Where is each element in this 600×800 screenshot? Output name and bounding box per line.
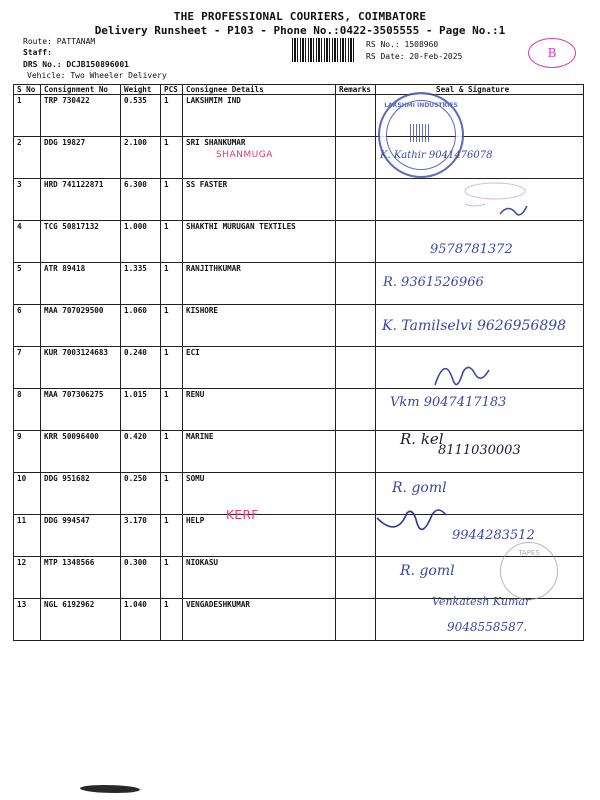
cell-sno: 6 (14, 305, 41, 347)
col-header-sno: S No (14, 85, 41, 95)
cell-weight: 1.040 (121, 599, 161, 641)
handwritten-signature: Vkm 9047417183 (390, 395, 507, 410)
cell-remarks (336, 599, 376, 641)
cell-sno: 1 (14, 95, 41, 137)
route-label: Route: PATTANAM (23, 37, 96, 46)
table-row (14, 95, 584, 137)
cell-weight: 0.420 (121, 431, 161, 473)
cell-pcs: 1 (161, 305, 183, 347)
cell-consignment: MTP 1348566 (41, 557, 121, 599)
runsheet-title: Delivery Runsheet - P103 - Phone No.:0422-3505555 - Page No.:1 (94, 24, 506, 37)
cell-remarks (336, 431, 376, 473)
cell-pcs: 1 (161, 473, 183, 515)
cell-consignee: RANJITHKUMAR (183, 263, 336, 305)
cell-consignment: MAA 707029500 (41, 305, 121, 347)
handwritten-signature: R. 9361526966 (383, 275, 484, 290)
cell-sno: 8 (14, 389, 41, 431)
cell-pcs: 1 (161, 599, 183, 641)
handwritten-signature: 9578781372 (430, 242, 513, 257)
staff-label: Staff: (23, 48, 52, 57)
signature-scribble (372, 508, 452, 546)
cell-remarks (336, 137, 376, 179)
cell-consignment: NGL 6192962 (41, 599, 121, 641)
table-row (14, 599, 584, 641)
cell-weight: 3.170 (121, 515, 161, 557)
rs-number: RS No.: 1508960 (366, 40, 439, 49)
cell-weight: 0.250 (121, 473, 161, 515)
cell-consignee: VENGADESHKUMAR (183, 599, 336, 641)
col-header-remarks: Remarks (336, 85, 376, 95)
cell-pcs: 1 (161, 179, 183, 221)
table-row (14, 515, 584, 557)
drs-number: DRS No.: DCJB150896001 (23, 60, 129, 69)
col-header-weight: Weight (121, 85, 161, 95)
handwritten-signature: K. Kathir 9041476078 (380, 150, 493, 161)
handwritten-signature: K. Tamilselvi 9626956898 (382, 318, 567, 334)
cell-signature (376, 599, 584, 641)
cell-consignment: DDG 994547 (41, 515, 121, 557)
cell-sno: 11 (14, 515, 41, 557)
cell-sno: 7 (14, 347, 41, 389)
cell-sno: 3 (14, 179, 41, 221)
cell-weight: 1.015 (121, 389, 161, 431)
cell-sno: 5 (14, 263, 41, 305)
cell-consignee: RENU (183, 389, 336, 431)
cell-consignment: MAA 707306275 (41, 389, 121, 431)
cell-remarks (336, 347, 376, 389)
vehicle-label: Vehicle: Two Wheeler Delivery (27, 71, 167, 80)
cell-remarks (336, 179, 376, 221)
handwritten-signature: R. goml (392, 480, 447, 496)
cell-pcs: 1 (161, 557, 183, 599)
cell-pcs: 1 (161, 137, 183, 179)
cell-consignee: NIOKASU (183, 557, 336, 599)
cell-consignee: SRI SHANKUMAR (183, 137, 336, 179)
seal-text: LAKSHMI INDUSTRIES (384, 102, 458, 109)
cell-remarks (336, 557, 376, 599)
col-header-pcs: PCS (161, 85, 183, 95)
cell-consignee: SHAKTHI MURUGAN TEXTILES (183, 221, 336, 263)
cell-weight: 0.535 (121, 95, 161, 137)
company-seal-stamp (378, 92, 464, 178)
table-header-row (14, 85, 584, 95)
col-header-consignee: Consignee Details (183, 85, 336, 95)
cell-consignee: ECI (183, 347, 336, 389)
handwritten-number: 9944283512 (452, 528, 535, 543)
rs-date: RS Date: 20-Feb-2025 (366, 52, 463, 61)
cell-remarks (336, 473, 376, 515)
cell-sno: 10 (14, 473, 41, 515)
cell-consignment: DDG 19827 (41, 137, 121, 179)
cell-consignee: KISHORE (183, 305, 336, 347)
handwritten-number: 9048558587. (447, 620, 528, 634)
cell-pcs: 1 (161, 263, 183, 305)
cell-weight: 2.100 (121, 137, 161, 179)
signature-scribble (430, 355, 500, 395)
cell-weight: 1.000 (121, 221, 161, 263)
seal-text: TAPES (518, 549, 540, 557)
cell-sno: 4 (14, 221, 41, 263)
col-header-signature: Seal & Signature (376, 85, 584, 95)
cell-remarks (336, 389, 376, 431)
cell-remarks (336, 221, 376, 263)
cell-consignment: DDG 951682 (41, 473, 121, 515)
cell-consignee: SS FASTER (183, 179, 336, 221)
cell-weight: 6.300 (121, 179, 161, 221)
cell-pcs: 1 (161, 347, 183, 389)
cell-sno: 13 (14, 599, 41, 641)
cell-sno: 12 (14, 557, 41, 599)
page-badge: B (528, 38, 576, 68)
table-row (14, 557, 584, 599)
cell-consignee: SOMU (183, 473, 336, 515)
cell-weight: 1.335 (121, 263, 161, 305)
table-row (14, 263, 584, 305)
cell-remarks (336, 305, 376, 347)
cell-sno: 9 (14, 431, 41, 473)
cell-pcs: 1 (161, 515, 183, 557)
cell-signature (376, 431, 584, 473)
cell-sno: 2 (14, 137, 41, 179)
table-row (14, 431, 584, 473)
ink-smudge (80, 785, 140, 793)
handwritten-note: SHANMUGA (216, 150, 273, 160)
cell-pcs: 1 (161, 431, 183, 473)
cell-consignment: TRP 730422 (41, 95, 121, 137)
cell-consignment: ATR 89418 (41, 263, 121, 305)
handwritten-note: KERF (226, 508, 259, 522)
cell-signature (376, 221, 584, 263)
handwritten-signature: R. kel (400, 430, 444, 448)
cell-consignee: LAKSHMIM IND (183, 95, 336, 137)
handwritten-signature: Venkatesh Kumar (432, 595, 531, 608)
table-row (14, 473, 584, 515)
barcode-image (292, 38, 354, 62)
cell-consignee: HELP (183, 515, 336, 557)
col-header-consignment: Consignment No (41, 85, 121, 95)
table-row (14, 137, 584, 179)
cell-remarks (336, 95, 376, 137)
handwritten-signature: R. goml (400, 563, 455, 579)
cell-weight: 0.240 (121, 347, 161, 389)
cell-remarks (336, 263, 376, 305)
cell-pcs: 1 (161, 95, 183, 137)
cell-consignment: KUR 7003124683 (41, 347, 121, 389)
tapes-seal-stamp (500, 542, 558, 600)
cell-signature (376, 263, 584, 305)
table-row (14, 221, 584, 263)
cell-consignment: TCG 50817132 (41, 221, 121, 263)
cell-consignment: HRD 741122871 (41, 179, 121, 221)
cell-consignment: KRR 50096400 (41, 431, 121, 473)
cell-weight: 0.300 (121, 557, 161, 599)
handwritten-number: 8111030003 (438, 443, 521, 458)
cell-consignee: MARINE (183, 431, 336, 473)
cell-pcs: 1 (161, 389, 183, 431)
scribble-mark (455, 176, 535, 226)
cell-remarks (336, 515, 376, 557)
cell-signature (376, 305, 584, 347)
company-title: THE PROFESSIONAL COURIERS, COIMBATORE (173, 10, 427, 23)
table-row (14, 305, 584, 347)
cell-pcs: 1 (161, 221, 183, 263)
cell-weight: 1.060 (121, 305, 161, 347)
